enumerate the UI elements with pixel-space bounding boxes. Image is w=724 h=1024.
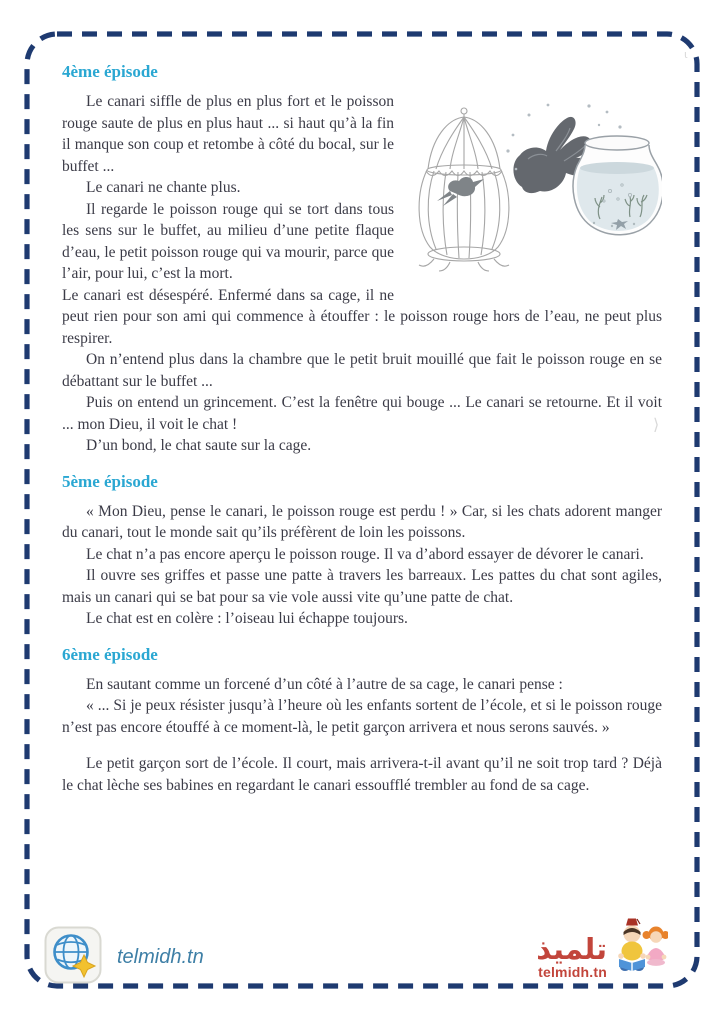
paragraph: Le canari est désespéré. Enfermé dans sa cage, il ne peut rien pour son ami qui commence à étouffer : le poisson rouge hors de l’eau, ne peut plus respirer.: [62, 286, 662, 347]
episode-4-heading: 4ème épisode: [62, 62, 158, 81]
paragraph: « ... Si je peux résister jusqu’à l’heure où les enfants sortent de l’école, et si le poisson rouge n’est pas encore étouffé à ce moment-là, le petit garçon arrivera et nous serons sauvés. »: [62, 697, 662, 736]
brand-arabic-name: تلميذ: [536, 932, 607, 966]
paragraph: Le petit garçon sort de l’école. Il court, mais arrivera-t-il avant qu’il ne soit trop tard ? Déjà le chat lèche ses babines en regardant le canari essoufflé trembler au fond de sa cage.: [62, 755, 662, 794]
paragraph: Le canari siffle de plus en plus fort et le poisson rouge saute de plus en plus haut ... si haut qu’à la fin il manque son coup et retombe à côté du bocal, sur le buffet ...: [62, 93, 394, 175]
paragraph: Puis on entend un grincement. C’est la fenêtre qui bouge ... Le canari se retourne. Et il voit ... mon Dieu, il voit le chat !: [62, 394, 662, 433]
footer-left-logo: [44, 926, 204, 989]
story-text-block: [62, 62, 662, 796]
episode-5-heading: 5ème épisode: [62, 471, 158, 491]
paragraph: En sautant comme un forcené d’un côté à l’autre de sa cage, le canari pense :: [86, 675, 563, 693]
paragraph: Le chat est en colère : l’oiseau lui échappe toujours.: [86, 610, 408, 627]
footer-right-logo: [536, 916, 668, 979]
birdcage-with-canary-icon: [419, 108, 509, 271]
paragraph: Le canari ne chante plus.: [86, 179, 241, 196]
paragraph: « Mon Dieu, pense le canari, le poisson rouge est perdu ! » Car, si les chats adorent manger du canari, tout le monde sait qu’ils préfèrent de loin les poissons.: [62, 502, 662, 541]
brand-site-name: telmidh.tn: [538, 964, 607, 980]
scan-curl-mark: ⟩: [653, 415, 660, 434]
paragraph: D’un bond, le chat saute sur la cage.: [86, 437, 312, 454]
paragraph: On n’entend plus dans la chambre que le petit bruit mouillé que fait le poisson rouge en se débattant sur le buffet ...: [62, 351, 662, 390]
children-reading-icon: [612, 916, 668, 979]
scan-smudge: ι: [684, 48, 688, 61]
episode-6-heading: 6ème épisode: [62, 644, 158, 664]
brand-text: [536, 934, 607, 979]
site-label: telmidh.tn: [117, 946, 204, 968]
paragraph: Il ouvre ses griffes et passe une patte à travers les barreaux. Les pattes du chat sont agiles, mais un canari qui se bat pour sa vie vole aussi vite qu’une patte de chat.: [62, 567, 662, 606]
illustration-canary-fishbowl: [406, 93, 662, 279]
paragraph: Le chat n’a pas encore aperçu le poisson rouge. Il va d’abord essayer de dévorer le canari.: [86, 545, 644, 563]
globe-app-icon: [44, 926, 102, 989]
fishbowl-icon: [573, 136, 662, 235]
paragraph: Il regarde le poisson rouge qui se tort dans tous les sens sur le buffet, au milieu d’une petite flaque d’eau, le petit poisson rouge qui va mourir, parce que l’air, pour lui, c’est la mort.: [62, 200, 394, 282]
